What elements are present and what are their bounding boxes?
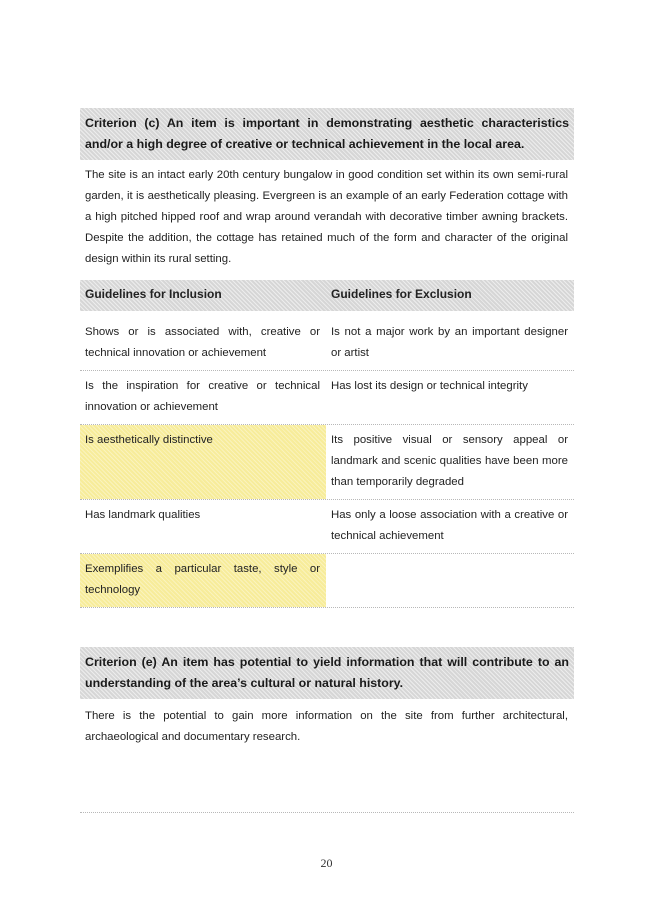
exclusion-cell <box>326 554 574 607</box>
inclusion-cell: Has landmark qualities <box>85 509 201 521</box>
guidelines-table <box>80 280 574 608</box>
inclusion-cell: Shows or is associated with, creative or technical innovation or achievement <box>85 326 320 359</box>
inclusion-header: Guidelines for Inclusion <box>85 287 222 301</box>
table-row <box>80 554 574 608</box>
section-divider <box>80 812 574 813</box>
exclusion-cell: Is not a major work by an important designer or artist <box>331 326 568 359</box>
exclusion-cell: Has lost its design or technical integrity <box>331 380 528 392</box>
criterion-c-text: The site is an intact early 20th century bungalow in good condition set within its own semi-rural garden, it is aesthetically pleasing. Evergreen is an example of an early Federation cottage with a high pitched hipped roof and wrap around verandah with decorative timber awning brackets. Despite the addition, the cottage has retained much of the form and character of the original design within its rural setting. <box>85 169 568 265</box>
inclusion-cell-highlighted: Is aesthetically distinctive <box>80 425 326 499</box>
table-row <box>80 317 574 371</box>
table-row <box>80 371 574 425</box>
table-row <box>80 500 574 554</box>
guidelines-header-row <box>80 280 574 311</box>
table-row <box>80 425 574 500</box>
exclusion-header: Guidelines for Exclusion <box>331 287 472 301</box>
exclusion-cell: Has only a loose association with a creative or technical achievement <box>331 509 568 542</box>
criterion-e-heading: Criterion (e) An item has potential to yield information that will contribute to an understanding of the area’s cultural or natural history. <box>80 647 574 699</box>
criterion-e-text: There is the potential to gain more information on the site from further architectural, archaeological and documentary research. <box>85 710 568 743</box>
criterion-c-heading: Criterion (c) An item is important in demonstrating aesthetic characteristics and/or a high degree of creative or technical achievement in the local area. <box>80 108 574 160</box>
page-number: 20 <box>320 856 333 870</box>
exclusion-cell: Its positive visual or sensory appeal or landmark and scenic qualities have been more than temporarily degraded <box>331 434 568 488</box>
inclusion-cell: Is the inspiration for creative or technical innovation or achievement <box>85 380 320 413</box>
inclusion-cell-highlighted: Exemplifies a particular taste, style or technology <box>80 554 326 607</box>
